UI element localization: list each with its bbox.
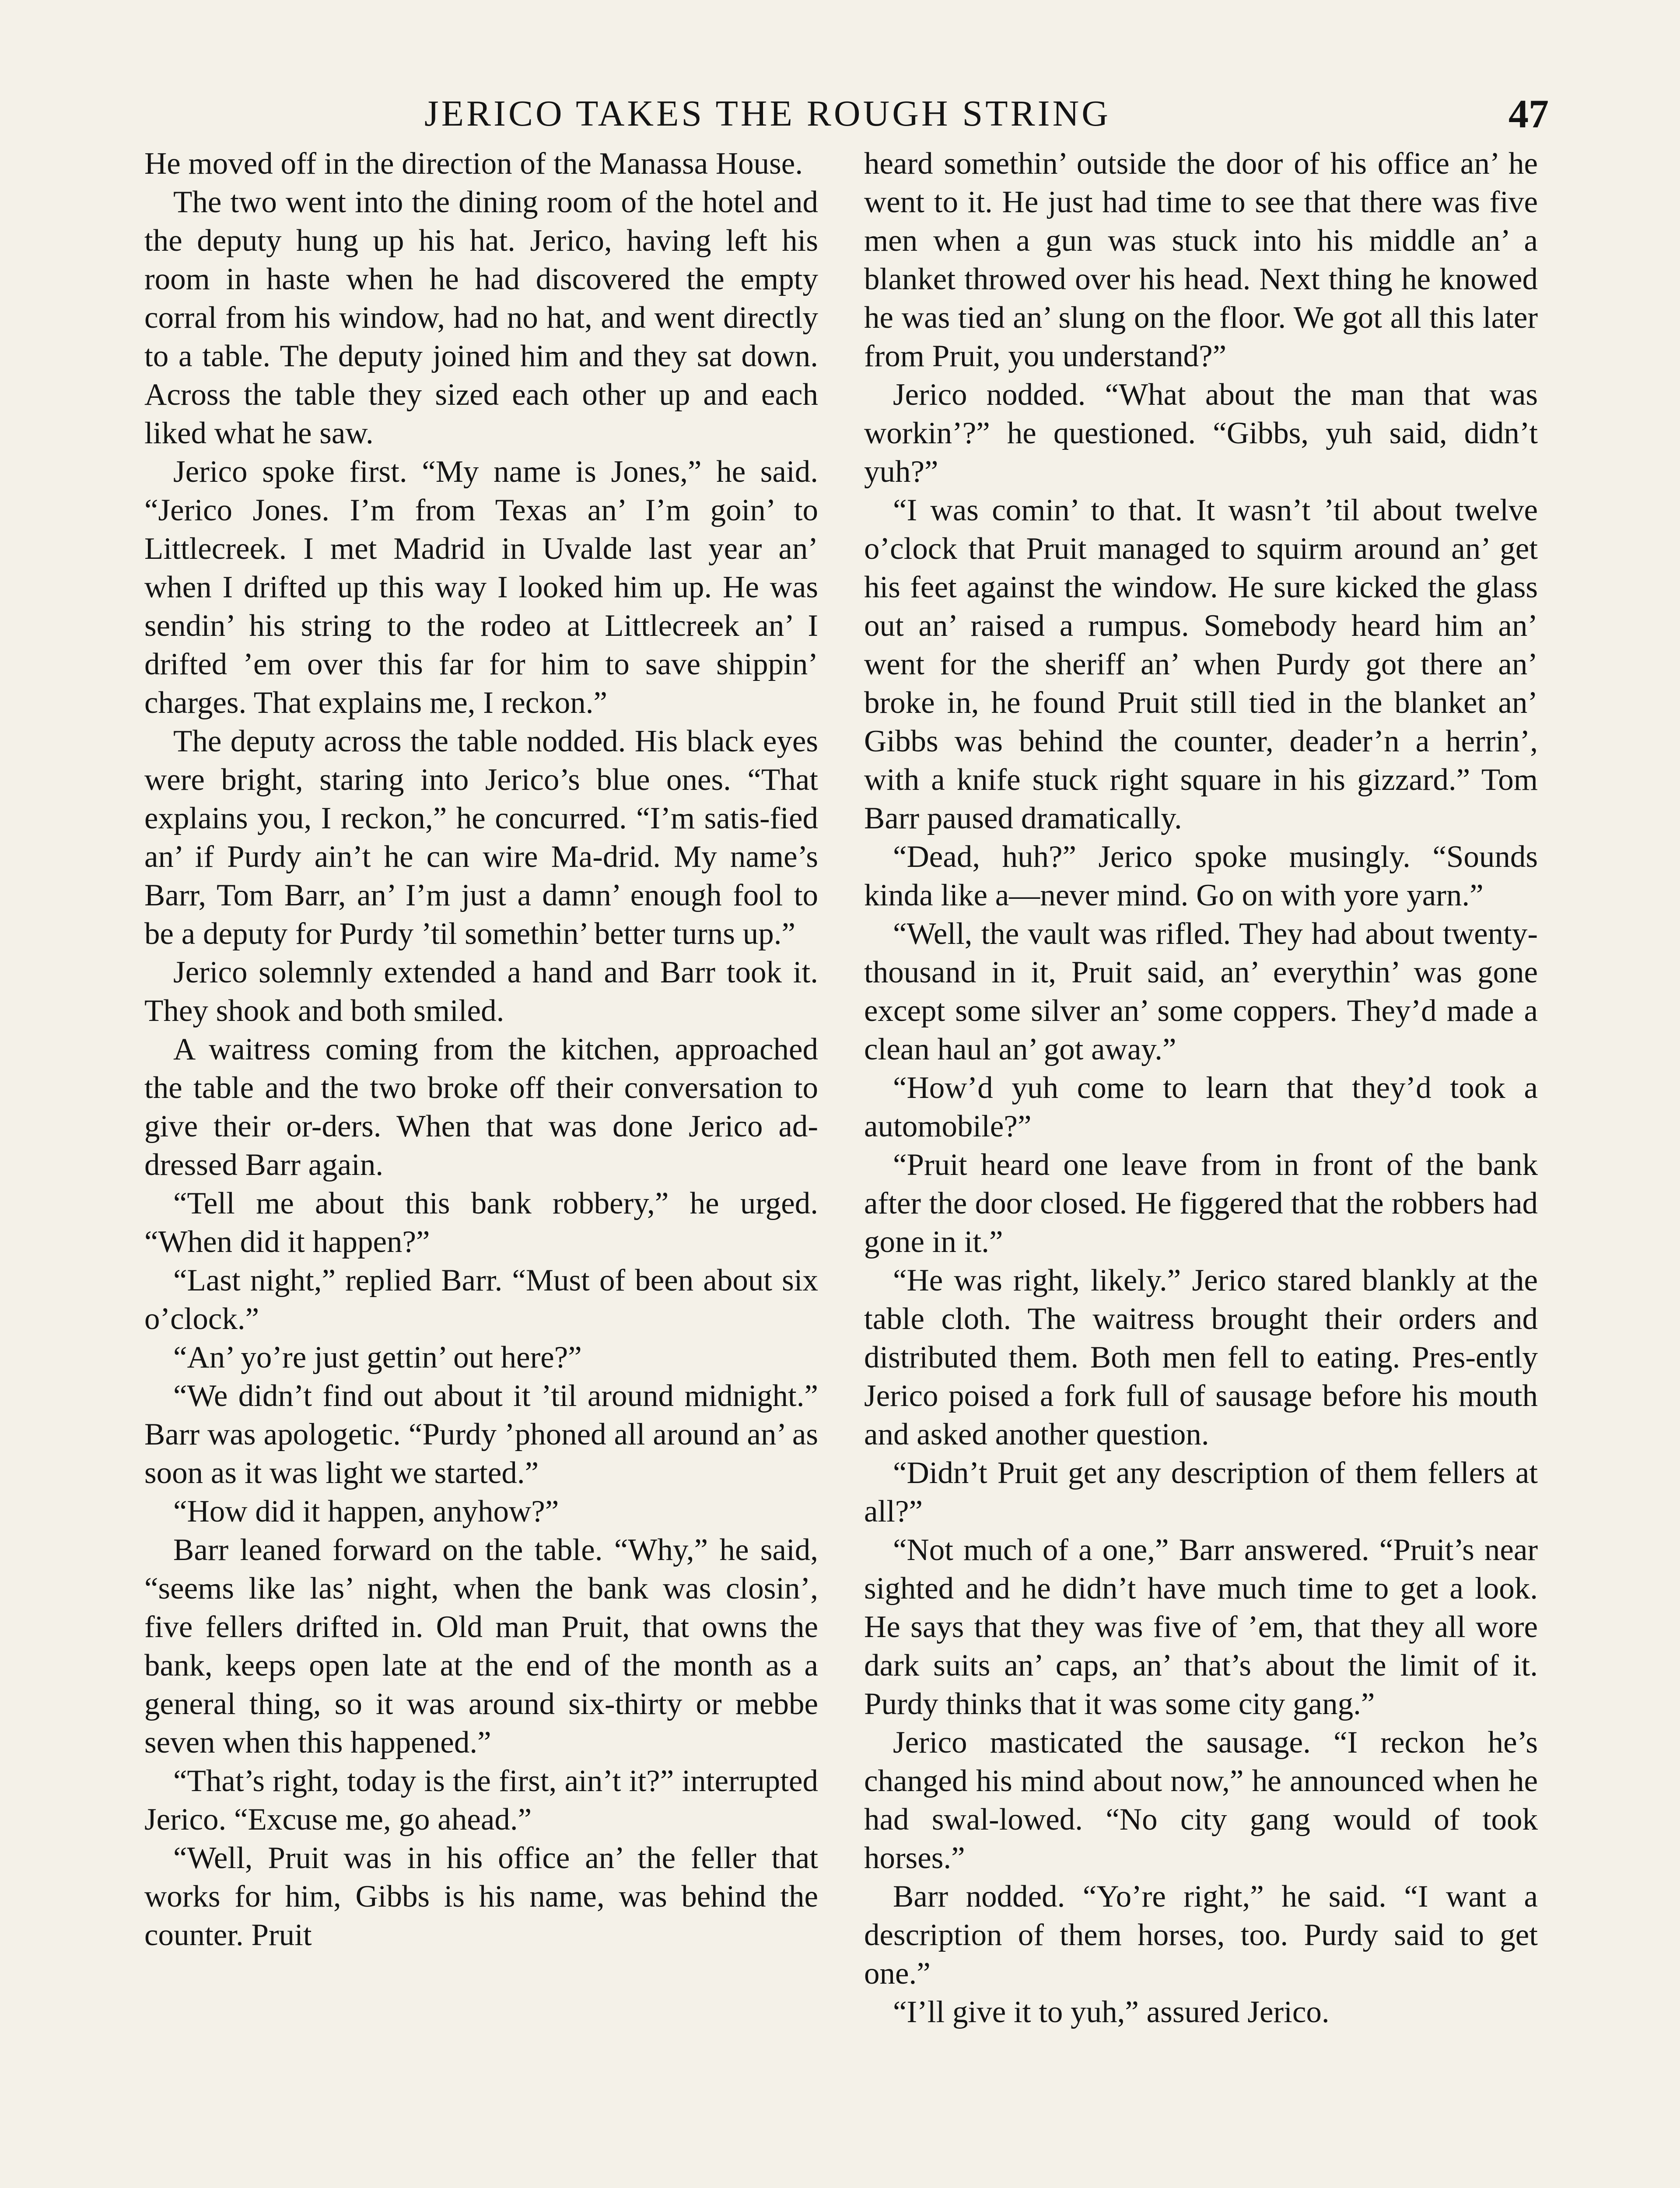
paragraph: The two went into the dining room of the hotel and the deputy hung up his hat. Jerico, having left his room in haste when he had discovered the empty corral from his window, had no hat, and went directly to a table. The deputy joined him and they sat down. Across the table they sized each other up and each liked what he saw. [144,185,818,450]
paragraph: “I’ll give it to yuh,” assured Jerico. [893,1995,1330,2029]
paragraph: Jerico solemnly extended a hand and Barr took it. They shook and both smiled. [144,955,818,1028]
paragraph: Jerico spoke first. “My name is Jones,” he said. “Jerico Jones. I’m from Texas an’ I’m goin’ to Littlecreek. I met Madrid in Uvalde last year an’ when I drifted up this way I looked him up. He was sendin’ his string to the rodeo at Littlecreek an’ I drifted ’em over this far for him to save shippin’ charges. That explains me, I reckon.” [144,455,818,720]
paragraph: “Dead, huh?” Jerico spoke musingly. “Sounds kinda like a—never mind. Go on with yore yarn.” [864,840,1538,912]
paragraph: A waitress coming from the kitchen, approached the table and the two broke off their conversation to give their or-ders. When that was done Jerico ad-dressed Barr again. [144,1032,818,1182]
paragraph: “Didn’t Pruit get any description of them fellers at all?” [864,1456,1538,1529]
paragraph: He moved off in the direction of the Manassa House. [144,147,803,181]
paragraph: Jerico masticated the sausage. “I reckon he’s changed his mind about now,” he announced when he had swal-lowed. “No city gang would of took horses.” [864,1725,1538,1875]
running-title: JERICO TAKES THE ROUGH STRING [424,93,1111,134]
paragraph: “Tell me about this bank robbery,” he urged. “When did it happen?” [144,1186,818,1259]
paragraph: “He was right, likely.” Jerico stared blankly at the table cloth. The waitress brought their orders and distributed them. Both men fell to eating. Pres-ently Jerico poised a fork full of sausage before his mouth and asked another question. [864,1263,1538,1452]
paragraph: “Pruit heard one leave from in front of the bank after the door closed. He figgered that the robbers had gone in it.” [864,1148,1538,1259]
paragraph: Barr leaned forward on the table. “Why,” he said, “seems like las’ night, when the bank was closin’, five fellers drifted in. Old man Pruit, that owns the bank, keeps open late at the end of the month as a general thing, so it was around six-thirty or mebbe seven when this happened.” [144,1533,818,1760]
paragraph: heard somethin’ outside the door of his office an’ he went to it. He just had time to see that there was five men when a gun was stuck into his middle an’ a blanket throwed over his head. Next thing he knowed he was tied an’ slung on the floor. We got all this later from Pruit, you understand?” [864,147,1538,373]
paragraph: Jerico nodded. “What about the man that was workin’?” he questioned. “Gibbs, yuh said, didn’t yuh?” [864,378,1538,489]
paragraph: “How did it happen, anyhow?” [173,1494,559,1529]
paragraph: “Not much of a one,” Barr answered. “Pruit’s near sighted and he didn’t have much time to get a look. He says that they was five of ’em, that they all wore dark suits an’ caps, an’ that’s about the limit of it. Purdy thinks that it was some city gang.” [864,1533,1538,1721]
paragraph: Barr nodded. “Yo’re right,” he said. “I want a description of them horses, too. Purdy said to get one.” [864,1879,1538,1991]
paragraph: “Well, the vault was rifled. They had about twenty-thousand in it, Pruit said, an’ everythin’ was gone except some silver an’ some coppers. They’d made a clean haul an’ got away.” [864,917,1538,1066]
paragraph: “We didn’t find out about it ’til around midnight.” Barr was apologetic. “Purdy ’phoned all around an’ as soon as it was light we started.” [144,1379,818,1490]
paragraph: The deputy across the table nodded. His black eyes were bright, staring into Jerico’s blue ones. “That explains you, I reckon,” he concurred. “I’m satis-fied an’ if Purdy ain’t he can wire Ma-drid. My name’s Barr, Tom Barr, an’ I’m just a damn’ enough fool to be a deputy for Purdy ’til somethin’ better turns up.” [144,724,818,951]
paragraph: “I was comin’ to that. It wasn’t ’til about twelve o’clock that Pruit managed to squirm around an’ get his feet against the window. He sure kicked the glass out an’ raised a rumpus. Somebody heard him an’ went for the sheriff an’ when Purdy got there an’ broke in, he found Pruit still tied in the blanket an’ Gibbs was behind the counter, deader’n a herrin’, with a knife stuck right square in his gizzard.” Tom Barr paused dramatically. [864,493,1538,835]
page-number: 47 [1508,91,1549,136]
running-head [144,90,1549,138]
paragraph: “That’s right, today is the first, ain’t it?” interrupted Jerico. “Excuse me, go ahead.” [144,1764,818,1837]
right-column [864,144,1538,2031]
paragraph: “How’d yuh come to learn that they’d took a automobile?” [864,1071,1538,1143]
left-column [144,144,818,1954]
paragraph: “An’ yo’re just gettin’ out here?” [173,1340,582,1375]
paragraph: “Last night,” replied Barr. “Must of been about six o’clock.” [144,1263,818,1336]
paragraph: “Well, Pruit was in his office an’ the feller that works for him, Gibbs is his name, was behind the counter. Pruit [144,1841,818,1952]
